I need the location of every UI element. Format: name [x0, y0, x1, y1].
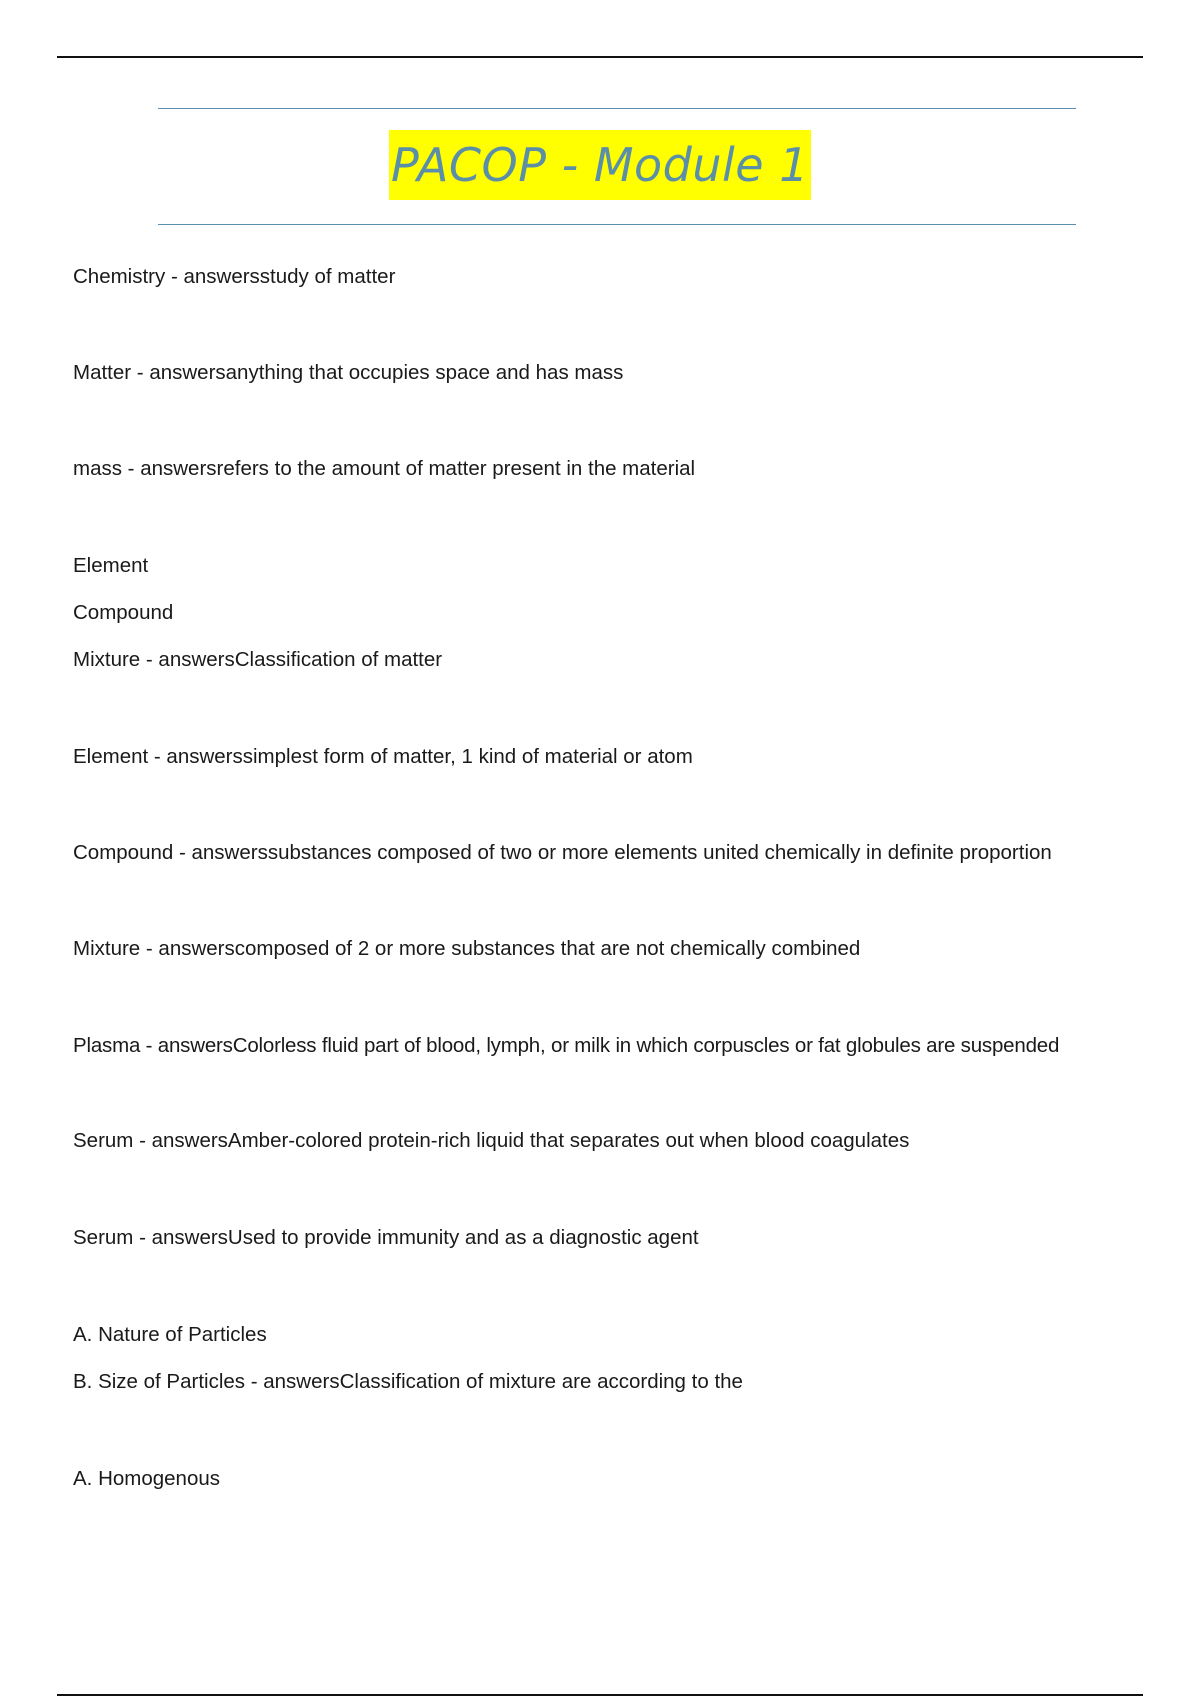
- document-title: PACOP - Module 1: [389, 130, 811, 200]
- title-block: [0, 130, 1200, 200]
- title-lower-rule: [158, 224, 1076, 225]
- flashcard-plasma: Plasma - answersColorless fluid part of blood, lymph, or milk in which corpuscles or fat globules are suspended: [73, 1034, 1060, 1057]
- page-top-rule: [57, 56, 1143, 58]
- list-item-homogenous: A. Homogenous: [73, 1467, 221, 1490]
- flashcard-classification-of-matter: Mixture - answersClassification of matter: [73, 648, 443, 671]
- list-item-compound: Compound: [73, 601, 174, 624]
- list-item-nature-of-particles: A. Nature of Particles: [73, 1323, 267, 1346]
- flashcard-chemistry: Chemistry - answersstudy of matter: [73, 265, 396, 288]
- flashcard-serum-definition: Serum - answersAmber-colored protein-rich liquid that separates out when blood coagulates: [73, 1129, 910, 1152]
- flashcard-matter: Matter - answersanything that occupies space and has mass: [73, 361, 624, 384]
- flashcard-mixture: Mixture - answerscomposed of 2 or more substances that are not chemically combined: [73, 937, 861, 960]
- title-upper-rule: [158, 108, 1076, 109]
- flashcard-serum-use: Serum - answersUsed to provide immunity and as a diagnostic agent: [73, 1226, 699, 1249]
- flashcard-compound: Compound - answerssubstances composed of two or more elements united chemically in definite proportion: [73, 841, 1052, 864]
- flashcard-mass: mass - answersrefers to the amount of matter present in the material: [73, 457, 696, 480]
- page-bottom-rule: [57, 1694, 1143, 1696]
- flashcard-element: Element - answerssimplest form of matter, 1 kind of material or atom: [73, 745, 693, 768]
- list-item-element: Element: [73, 554, 149, 577]
- flashcard-classification-of-mixture: B. Size of Particles - answersClassification of mixture are according to the: [73, 1370, 743, 1393]
